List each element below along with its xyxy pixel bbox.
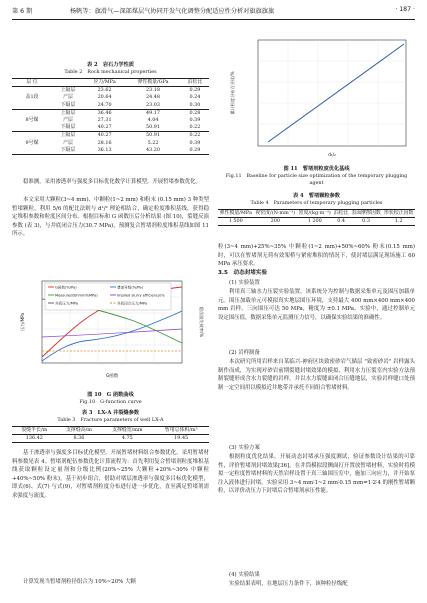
table-cell: 23.62 (97, 87, 112, 94)
table-cell: 36.46 (97, 109, 112, 116)
table-cell: 23.18 (146, 87, 161, 94)
subheading: (3) 实验方案 (229, 445, 260, 451)
table-cell: 产层 (63, 139, 73, 146)
table-cell: 50.91 (146, 132, 161, 139)
paragraph: 计算发现当暂堵剂粒径组合为 10%~20% 大颗 (23, 579, 136, 585)
table-cell: 24.70 (97, 101, 112, 108)
legend-label: G函数(%/Pa) (55, 285, 77, 290)
legend-label: 叠加导数(%/Pa) (117, 285, 144, 290)
table-cell: 上隔层 (60, 109, 76, 116)
section-heading: 3.5 动态封堵实验 (218, 270, 268, 276)
table-row (12, 87, 209, 95)
table-cell: 20.64 (97, 94, 112, 101)
table-cell: 下隔层 (60, 101, 76, 108)
table4-header: 表面摩擦因数 (351, 210, 381, 216)
table-cell: 200 (270, 218, 280, 225)
paragraph: 实验结果表明，在地层压力条件下，该种粒径级配 (229, 581, 348, 587)
table-cell: 36.13 (97, 146, 112, 153)
table-cell: 4.04 (147, 117, 159, 124)
table-cell: 上隔层 (60, 132, 76, 139)
figure11-caption: 图 11 暂堵剂粒度优化基线 (283, 166, 350, 172)
table2-caption: 表 2 岩石力学性质 (87, 62, 134, 68)
table2-header (52, 79, 84, 87)
table-cell: 4.75 (121, 435, 133, 442)
table3-caption: 表 3 LX-A 井裂缝参数 (81, 410, 140, 416)
page-number: · 187 · (395, 6, 415, 13)
table-cell: 下隔层 (60, 124, 76, 131)
baseline-curve (268, 44, 404, 142)
table-row (12, 132, 209, 140)
figure10-chart (14, 277, 209, 387)
paragraph: 本文采用大颗粒(3~4 mm)、中颗粒(1~2 mm) 和粉末 (0.15 mm) 3 种类型暂堵颗粒，利用 5/6 的配比法则与 d¹/² 理论相结合，确定粒度堆积基线，获得稳定堆积参数和粒度区间分布。根据目标和 G 函数压后分析结果 (图 10)，裂缝反演参数 (表 3)，与井底闭合压力(30.7 MPa)，预测复合暂堵剂粒度堆积基线如图 11 所示。 (12, 197, 209, 238)
table-cell: 5.22 (147, 139, 159, 146)
table-cell: 27.31 (97, 117, 112, 124)
subheading: (1) 实验装置 (229, 280, 260, 286)
paragraph: 根据粒度优化结果，开展动态封堵承压强度测试，验证参数设计结果的可靠性，评价暂堵剂封堵效果[36]。在井筒模拟段侧面打开置放暂堵材料，实验时将模拟一定粒度暂堵材料的天然岩样设置于真三轴围压室中，施加三向应力，并开始泵注入液体进行封堵，实验采用 3~4 mm∶1~2 mm∶0.15 mm=1∶2∶4 的刚性暂堵颗粒，以评价动压力下封堵后合暂堵剂承压性能。 (218, 454, 415, 495)
figure11-caption-en: Fig.11 Baseline for particle size optimization of the temporary plugging agent (225, 173, 408, 186)
table-cell: 0.30 (189, 101, 201, 108)
figure10-caption-en: Fig.10 G-function curve (79, 399, 142, 405)
table-cell: 0.22 (189, 132, 201, 139)
table-cell: 0.22 (189, 124, 201, 131)
plot-frame (258, 40, 406, 146)
table4-header: 弹性模量/MPa (219, 210, 252, 216)
table-cell: 0.3 (362, 218, 370, 225)
table3-caption-en: Table 3 Fracture parameters of well LX-A (57, 417, 164, 423)
table2-header-row (12, 79, 209, 87)
table-cell: 43.20 (146, 146, 161, 153)
table4-header: 视密度/(N·mm⁻³) (255, 210, 296, 216)
table-cell: 40.27 (97, 124, 112, 131)
table-cell: 28.16 (97, 139, 112, 146)
table-cell: 50.91 (146, 124, 161, 131)
table-cell: 0.4 (337, 218, 345, 225)
table4-header: 形状校正因数 (384, 210, 414, 216)
running-title: 杨帆等：旗滑气—深部煤层气协同开发气化调整分配适应性分析对旗旗旗旗 (70, 8, 275, 15)
paragraph: 利用真三轴水力压裂实验装置，该系统分为控制与数据采集单元及围压加载单元。围压加载单元可模拟真实地层围压环境，支持最大 400 mm×400 mm×400 mm 岩样，三向围压可达 50 MPa，精度为 ±0.1 MPa。实验中，通过控制单元设定围压值，数据采集单元监测压力信号，以确保实验结果的准确性。 (218, 289, 415, 321)
table-cell: 49.17 (146, 109, 161, 116)
table2 (12, 78, 209, 155)
table-cell: 1.2 (394, 218, 403, 225)
table-cell: 0.29 (189, 87, 201, 94)
table-cell: 盖1段 (25, 94, 39, 101)
issue-number: 第 6 期 (12, 8, 33, 15)
table-cell: 下隔层 (60, 146, 76, 153)
table4-header: 泊松比 (333, 210, 349, 216)
table2-header: 泊松比 (187, 79, 203, 85)
table3 (12, 426, 209, 443)
table4-header: 密度/(kg·m⁻³) (298, 210, 331, 216)
table-cell: 1 200 (307, 218, 322, 225)
table2-header: 层 位 (26, 79, 38, 85)
table-cell: 产层 (63, 117, 73, 124)
table3-header: 支撑缝宽/mm (112, 427, 143, 433)
y-axis-label-right: 隐含滤失效率/% (199, 306, 204, 338)
legend-label: 井底闭合压力/MPa (117, 301, 148, 306)
table4-caption: 表 4 暂堵颗粒参数 (293, 193, 340, 199)
table4 (218, 209, 415, 226)
legend-label: Measured(bhmm%MPa) (55, 293, 98, 298)
table2-caption-en: Table 2 Rock mechanical properties (64, 69, 157, 75)
y-axis-label: 累计粒度分布百分比/% (230, 71, 235, 115)
x-axis-label: G函数 (105, 374, 119, 379)
table-cell: 23.03 (146, 101, 161, 108)
table-cell: 上隔层 (60, 87, 76, 94)
paragraph: 粒(3~4 mm)+25%~35% 中颗粒(1~2 mm)+50%~60% 粉末(0.15 mm) 时，可以在暂堵剂无荷有效架桥与紧密堆积的情况下，使封堵层满足现场施工 60 MPa 承压要求。 (218, 244, 415, 268)
table-cell: 24.48 (146, 94, 161, 101)
figure11-chart (224, 36, 416, 161)
table3-header: 暂堵总体积/m³ (164, 427, 198, 433)
table3-header: 支撑缝高/m (66, 427, 92, 433)
table4-header-row (218, 210, 415, 218)
table-cell: 产层 (63, 94, 73, 101)
table-cell: 0.29 (189, 146, 201, 153)
figure10-caption: 图 10 G 函数曲线 (87, 392, 134, 398)
table-cell: 0.28 (189, 109, 201, 116)
table-row (12, 435, 209, 443)
subheading: (4) 实验结果 (229, 572, 260, 578)
table-cell: 8号煤 (25, 117, 39, 124)
table-row (12, 109, 209, 117)
y-axis-label-left: 压力/MPa (20, 312, 25, 332)
table3-header-row (12, 427, 209, 435)
table-cell: 0.39 (189, 117, 201, 124)
table4-caption-en: Table 4 Parameters of temporary plugging particles (250, 200, 383, 206)
table-cell: 40.27 (97, 132, 112, 139)
table-cell: 8.36 (73, 435, 85, 442)
x-axis-label: d₁/₂ (328, 153, 336, 158)
table-cell: 0.24 (189, 94, 201, 101)
table2-header: 应力/MPa (93, 79, 116, 85)
table-cell: 9号煤 (25, 139, 39, 146)
paragraph: 基于渗透率与强度多目标优化模型，开展暂堵材料组合参数优化。采用暂堵材料参数见表 4。暂堵剂配伍参数优化计算流程为：首先利用复合暂堵剂粒度堆积基线获取颗粒设定量剂和分级比例(20%~25% 大颗粒+20%~30% 中颗粒+40%~50% 粉末)，基于初步组合，借助对堵层渗透率与强度多目标优化模型，即式(6)、式(7) 与式(9)，对暂堵剂粒度分布进行进一步优化，直至满足暂堵剂需求强度与流度。 (12, 450, 209, 499)
legend-label: 井底压力/MPa (55, 301, 78, 306)
table3-header: 裂缝半长/m (21, 427, 48, 433)
table-cell: 1 500 (228, 218, 243, 225)
paragraph: 稳准测，采用渗透率与强度多目标优化数学计算模型，开展暂堵参数优化。 (23, 179, 201, 185)
table-cell: 19.45 (174, 435, 189, 442)
header-rule (12, 19, 415, 20)
running-header (12, 6, 415, 18)
table-row (218, 218, 415, 226)
table-cell: 136.42 (25, 435, 43, 442)
table2-header: 弹性模量/GPa (137, 79, 169, 85)
table-cell: 0.39 (189, 139, 201, 146)
legend-label: Implied slurry efficiency/% (117, 293, 165, 298)
paragraph: 本次研究所用岩样来自某临兴-神府区块致密砂岩气储层 "致密砂岩" 岩样露头制作而成，为实现对砂岩前期裂缝封堵效果的模拟，利用水力压裂室内实验方法预制裂缝形成含水力裂缝的岩样，并以水力裂缝面闭合压缝地层，实验岩样缝口处预制一定空间用以模拟近井地带并承托不同组合暂堵材料。 (218, 359, 415, 391)
subheading: (2) 岩样制备 (229, 350, 260, 356)
